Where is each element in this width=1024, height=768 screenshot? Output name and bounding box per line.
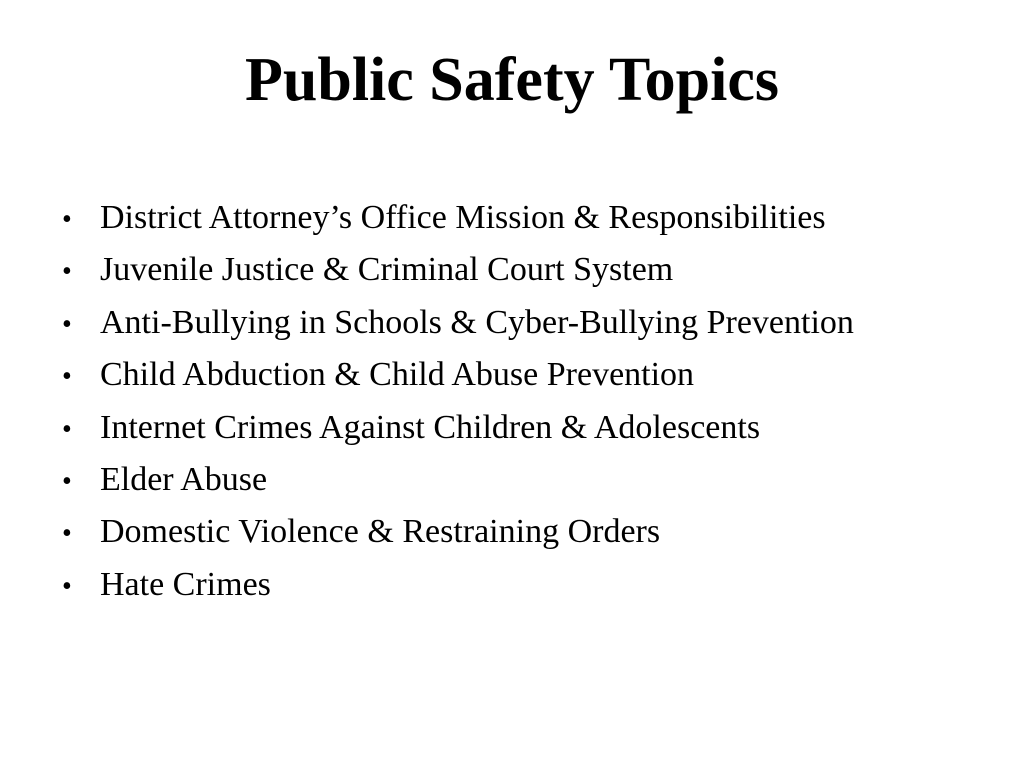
bullet-icon: •	[62, 308, 72, 340]
bullet-text: Hate Crimes	[100, 565, 271, 603]
bullet-icon: •	[62, 518, 72, 550]
list-item	[56, 349, 996, 401]
list-item	[56, 244, 996, 296]
bullet-text: Elder Abuse	[100, 460, 268, 498]
bullet-text: Domestic Violence & Restraining Orders	[100, 513, 661, 551]
slide-title: Public Safety Topics	[245, 46, 779, 114]
bullet-text: Child Abduction & Child Abuse Prevention	[100, 356, 695, 394]
bullet-icon: •	[62, 465, 72, 497]
bullet-text: Internet Crimes Against Children & Adolescents	[100, 408, 761, 446]
list-item	[56, 402, 996, 454]
bullet-text: Juvenile Justice & Criminal Court System	[100, 251, 674, 289]
bullet-icon: •	[62, 204, 72, 235]
bullet-text: Anti-Bullying in Schools & Cyber-Bullying Prevention	[100, 303, 854, 341]
bullet-icon: •	[62, 413, 72, 445]
bullet-text: District Attorney’s Office Mission & Responsibilities	[100, 199, 826, 236]
bullet-icon: •	[62, 256, 72, 288]
topics-bullet-list	[56, 192, 996, 611]
list-item	[56, 559, 996, 611]
list-item	[56, 297, 996, 349]
list-item	[56, 192, 996, 244]
bullet-icon: •	[62, 361, 72, 393]
bullet-icon: •	[62, 570, 72, 602]
list-item	[56, 506, 996, 558]
list-item	[56, 454, 996, 506]
